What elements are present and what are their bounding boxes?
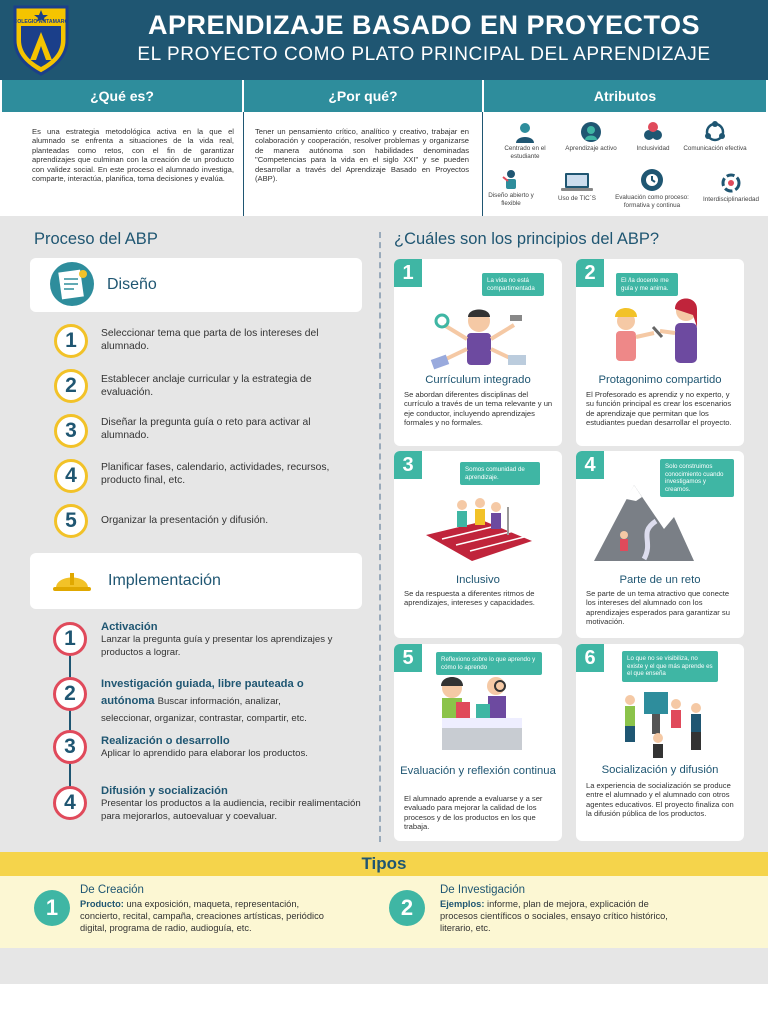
impl-step-heading: Activación [101,621,158,633]
attribute-item [612,168,692,209]
principle-number: 3 [394,451,422,479]
principios-title: ¿Cuáles son los principios del ABP? [394,230,660,248]
principle-card [394,259,562,446]
footer-strip [0,984,768,1024]
communication-icon [704,121,726,143]
mountain-challenge-illustration [594,481,694,565]
attribute-item [620,121,686,153]
student-icon [514,121,536,143]
por-que-text: Tener un pensamiento crítico, analítico y creativo, trabajar en colaboración y cooperación, resolver problemas y organizarse de manera autónoma son habilidades denominadas "Competencias para la vida en el siglo XXI" y se pueden desarrollar a través del Aprendizaje Basado en Proyectos (ABP). [255,127,469,184]
principle-number: 2 [576,259,604,287]
tipo-text [440,898,676,934]
atributos-heading: Atributos [484,80,766,112]
tipos-heading: Tipos [0,852,768,876]
speech-bubble: Reflexiono sobre lo que aprendo y cómo lo aprendo [436,652,542,675]
principle-text: Se da respuesta a diferentes ritmos de aprendizajes, intereses y capacidades. [404,589,535,608]
diseno-step-number: 1 [54,324,88,358]
impl-step-number: 1 [53,622,87,656]
interdisciplinary-icon [719,172,743,194]
hard-hat-icon [50,560,94,604]
inclusivity-icon [642,121,664,143]
attribute-item [478,168,544,207]
impl-step-heading-text: Investigación guiada, libre pauteada o autónoma [101,678,304,707]
principle-title: Protagonimo compartido [598,374,722,386]
diseno-step-number: 5 [54,504,88,538]
principle-text: La experiencia de socialización se produce entre el alumnado y el alumnado con otros agentes educativos. El proyecto finaliza con la difusión pública de los productos. [586,781,734,819]
principle-title: Parte de un reto [619,574,701,586]
impl-step-heading [101,676,331,727]
principle-number: 1 [394,259,422,287]
principle-number: 5 [394,644,422,672]
principle-text: Se abordan diferentes disciplinas del currículo a través de un tema relevante y un eje conductor, incluyendo aprendizajes formales y no formales. [404,390,553,428]
diseno-step-text: Planificar fases, calendario, actividades, recursos, producto final, etc. [101,462,330,487]
open-design-icon [500,168,522,190]
attribute-item [698,172,764,204]
impl-step-number: 2 [53,677,87,711]
impl-step-number: 4 [53,786,87,820]
student-juggling-illustration [424,303,534,371]
principle-card [576,644,744,841]
speech-bubble: Solo construimos conocimiento cuando investigamos y creamos. [660,459,734,497]
principle-number: 6 [576,644,604,672]
diseno-step-text: Seleccionar tema que parta de los intereses del alumnado. [101,328,319,353]
diseno-step-text: Diseñar la pregunta guía o reto para activar al alumnado. [101,417,311,442]
laptop-icon [560,171,594,193]
diseno-title: Diseño [107,276,157,293]
impl-step-heading: Realización o desarrollo [101,735,230,747]
impl-step-number: 3 [53,730,87,764]
que-es-text: Es una estrategia metodológica activa en la que el alumnado se enfrenta a situaciones de la vida real, planteadas como retos, con el fin de garantizar aprendizajes que culminan con la creación de un producto con validez social. En este proceso el alumnado investiga, comparte, interactúa, planifica, toma decisiones y evalúa. [32,127,234,184]
attribute-label: Diseño abierto y flexible [488,192,534,207]
principle-card [576,259,744,446]
principle-title: Currículum integrado [425,374,531,386]
tipo-title: De Creación [80,884,144,896]
tipo-number: 1 [34,890,70,926]
diseno-step-text: Establecer anclaje curricular y la estrategia de evaluación. [101,374,312,399]
que-es-heading: ¿Qué es? [2,80,242,112]
teacher-student-illustration [598,297,718,369]
principle-title: Evaluación y reflexión continua [400,765,556,777]
speech-bubble: Lo que no se visibiliza, no existe y el que más aprende es el que enseña [622,651,718,682]
principle-text: Se parte de un tema atractivo que conecte los intereses del alumnado con los aprendizajes esperados para garantizar su motivación. [586,589,730,627]
principle-title: Socialización y difusión [601,764,719,776]
tipo-title: De Investigación [440,884,526,896]
speech-bubble: El /la docente me guía y me anima. [616,273,678,296]
attribute-label: Evaluación como proceso: formativa y continua [615,194,689,209]
implementacion-title: Implementación [108,572,221,589]
principle-card [394,451,562,638]
principle-text: El alumnado aprende a evaluarse y a ser evaluado para mejorar la calidad de los procesos y de los productos en los que trabaja. [404,794,543,832]
attribute-label: Aprendizaje activo [565,145,617,152]
attribute-label: Inclusividad [636,145,670,152]
attribute-label: Interdisciplinariedad [702,196,759,203]
attribute-item [544,171,610,203]
subtitle: EL PROYECTO COMO PLATO PRINCIPAL DEL APRENDIZAJE [137,44,711,65]
speech-bubble: La vida no está compartimentada [482,273,544,296]
tipo-text [80,898,332,934]
tipo-number: 2 [389,890,425,926]
diseno-step-number: 2 [54,369,88,403]
column-divider [243,112,244,216]
diseno-step-text: Organizar la presentación y difusión. [101,515,269,526]
speech-bubble: Somos comunidad de aprendizaje. [460,462,540,485]
principle-card [576,451,744,638]
principle-card [394,644,562,841]
impl-step-heading: Difusión y socialización [101,785,228,797]
attribute-label: Centrado en el estudiante [504,145,546,160]
timeline-line [69,640,71,810]
por-que-heading: ¿Por qué? [244,80,482,112]
svg-text:COLEGIO ANTAMARO: COLEGIO ANTAMARO [13,19,69,25]
attribute-item [682,121,748,153]
reflection-illustration [432,674,532,754]
attribute-item [492,121,558,160]
impl-step-text: Buscar información, analizar, seleccionar, organizar, contrastar, compartir, etc. [101,696,307,724]
principle-number: 4 [576,451,604,479]
principle-text: El Profesorado es aprendiz y no experto, y su función principal es crear los escenarios de aprendizaje que permitan que los estudiantes puedan desarrollar el proyecto. [586,390,732,428]
group-running-illustration [424,495,534,567]
attribute-item [558,121,624,153]
main-title: APRENDIZAJE BASADO EN PROYECTOS [147,10,701,40]
tipo-label: Producto: [80,899,124,909]
section-divider [379,232,381,842]
design-icon [50,262,94,306]
diseno-step-number: 4 [54,459,88,493]
evaluation-icon [640,168,664,192]
tipo-description: una exposición, maqueta, representación, concierto, recital, campaña, creaciones artísticas, periódico digital, programa de radio, audioguía, etc. [80,899,324,933]
proceso-title: Proceso del ABP [34,230,158,248]
school-shield-logo [12,4,70,76]
principle-title: Inclusivo [456,574,500,586]
active-learning-icon [580,121,602,143]
impl-step-text: Aplicar lo aprendido para elaborar los productos. [101,748,308,759]
attribute-label: Comunicación efectiva [683,145,747,152]
impl-step-text: Lanzar la pregunta guía y presentar los aprendizajes y productos a lograr. [101,634,333,659]
tipo-description: informe, plan de mejora, explicación de procesos científicos o sociales, ensayo crítico histórico, literario, etc. [440,899,668,933]
tipo-label: Ejemplos: [440,899,485,909]
socialization-illustration [616,686,712,760]
diseno-step-number: 3 [54,414,88,448]
impl-step-text: Presentar los productos a la audiencia, recibir realimentación para mejorarlos, autoevaluar y coevaluar. [101,798,361,823]
attribute-label: Uso de TIC´S [557,195,597,202]
